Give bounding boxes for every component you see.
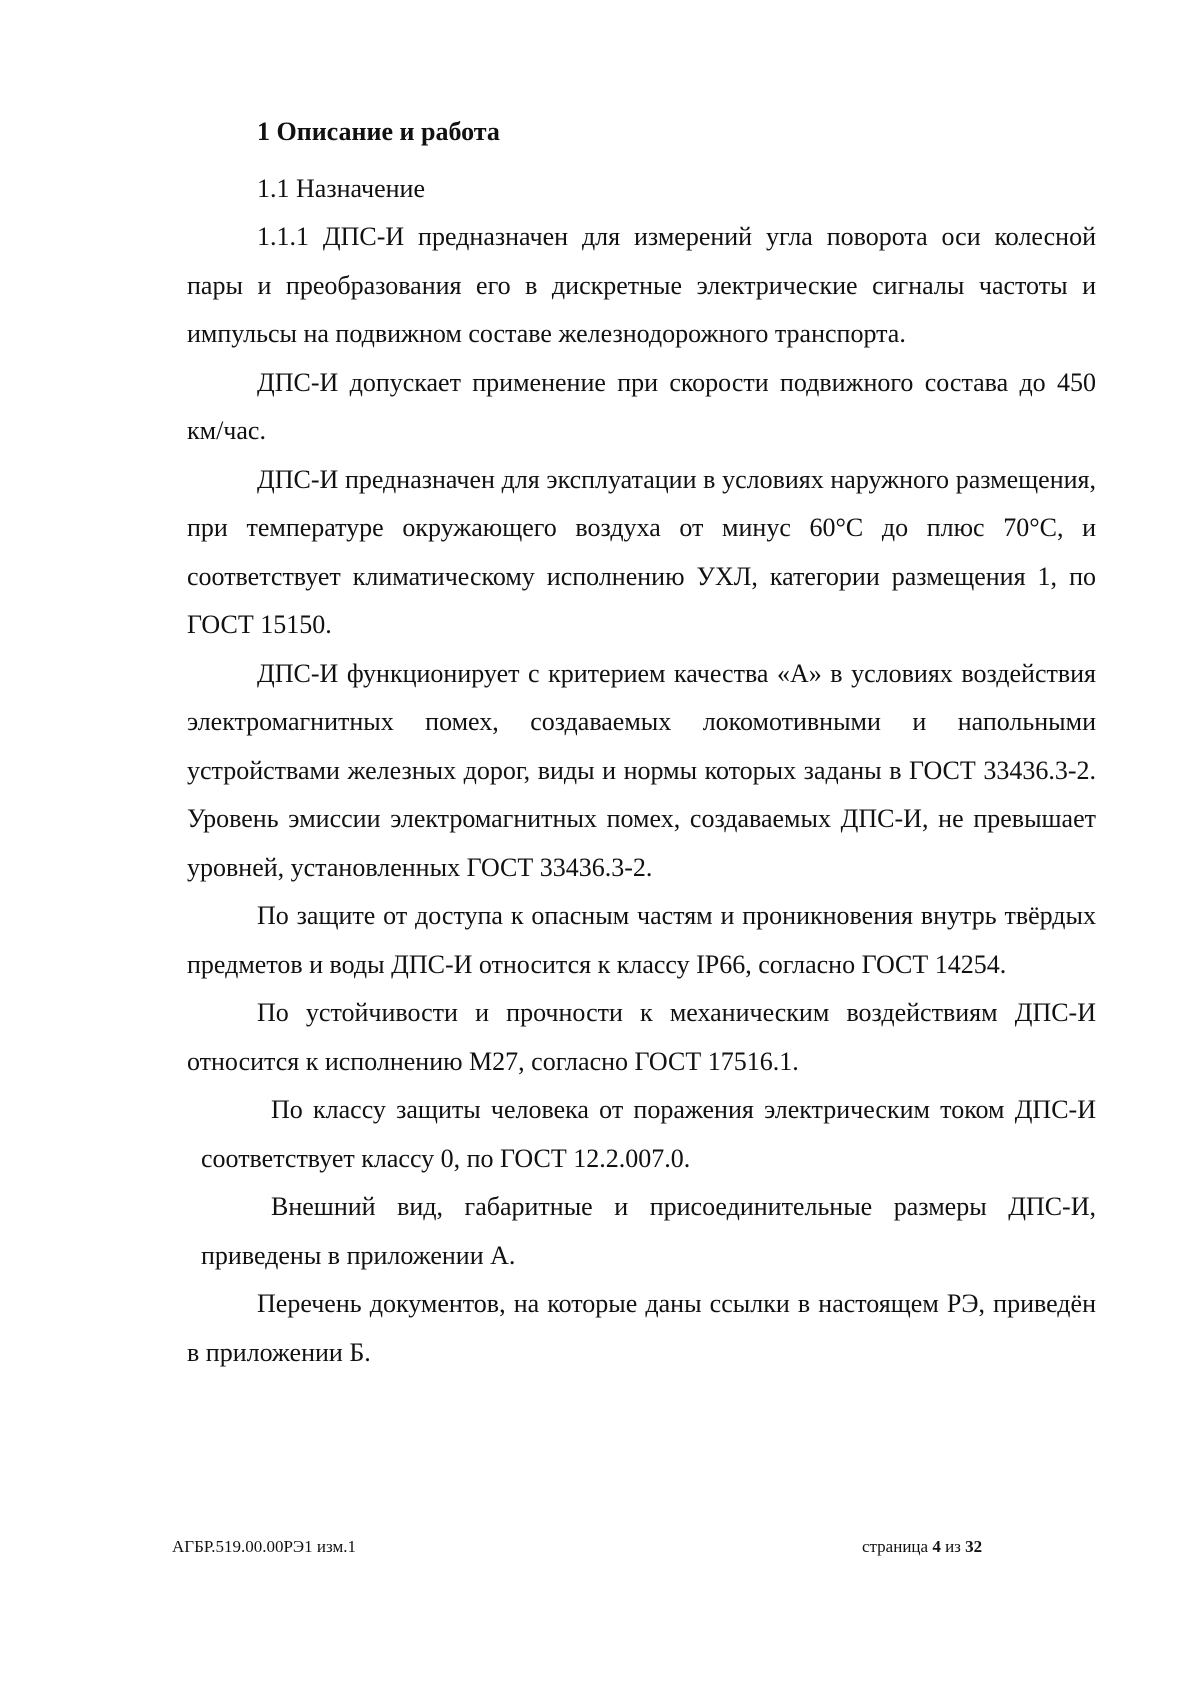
paragraph-appearance: Внешний вид, габаритные и присоединительные размеры ДПС-И, приведены в приложении А. <box>201 1192 1096 1270</box>
footer-page-number <box>862 1536 982 1558</box>
page-body <box>187 108 1096 1377</box>
paragraph-climate: ДПС-И предназначен для эксплуатации в условиях наружного размещения, при температуре окружающего воздуха от минус 60°С до плюс 70°С, и соответствует климатическому исполнению УХЛ, категории размещения 1, по ГОСТ 15150. <box>187 464 1096 639</box>
paragraph-electric-safety: По классу защиты человека от поражения электрическим током ДПС-И соответствует классу 0, по ГОСТ 12.2.007.0. <box>201 1095 1096 1173</box>
subsection-title: 1.1 Назначение <box>257 174 425 203</box>
paragraph-emc: ДПС-И функционирует с критерием качества «А» в условиях воздействия электромагнитных помех, создаваемых локомотивными и напольными устройствами железных дорог, виды и нормы которых заданы в ГОСТ 33436.3-2. Уровень эмиссии электромагнитных помех, создаваемых ДПС-И, не превышает уровней, установленных ГОСТ 33436.3-2. <box>187 658 1096 882</box>
footer-doc-code: АГБР.519.00.00РЭ1 изм.1 <box>172 1537 356 1556</box>
paragraph-ip-class: По защите от доступа к опасным частям и проникновения внутрь твёрдых предметов и воды ДПС-И относится к классу IP66, согласно ГОСТ 14254. <box>187 901 1096 979</box>
page-total: 32 <box>965 1537 983 1556</box>
paragraph-references: Перечень документов, на которые даны ссылки в настоящем РЭ, приведён в приложении Б. <box>187 1289 1096 1367</box>
section-title: 1 Описание и работа <box>257 117 500 146</box>
page-current: 4 <box>932 1537 941 1556</box>
paragraph-purpose: 1.1.1 ДПС-И предназначен для измерений угла поворота оси колесной пары и преобразования его в дискретные электрические сигналы частоты и импульсы на подвижном составе железнодорожного транспорта. <box>187 222 1096 348</box>
page-of: из <box>945 1537 961 1556</box>
paragraph-mechanical: По устойчивости и прочности к механическим воздействиям ДПС-И относится к исполнению М27, согласно ГОСТ 17516.1. <box>187 998 1096 1076</box>
page-prefix: страница <box>862 1537 929 1556</box>
paragraph-speed: ДПС-И допускает применение при скорости подвижного состава до 450 км/час. <box>187 367 1096 445</box>
